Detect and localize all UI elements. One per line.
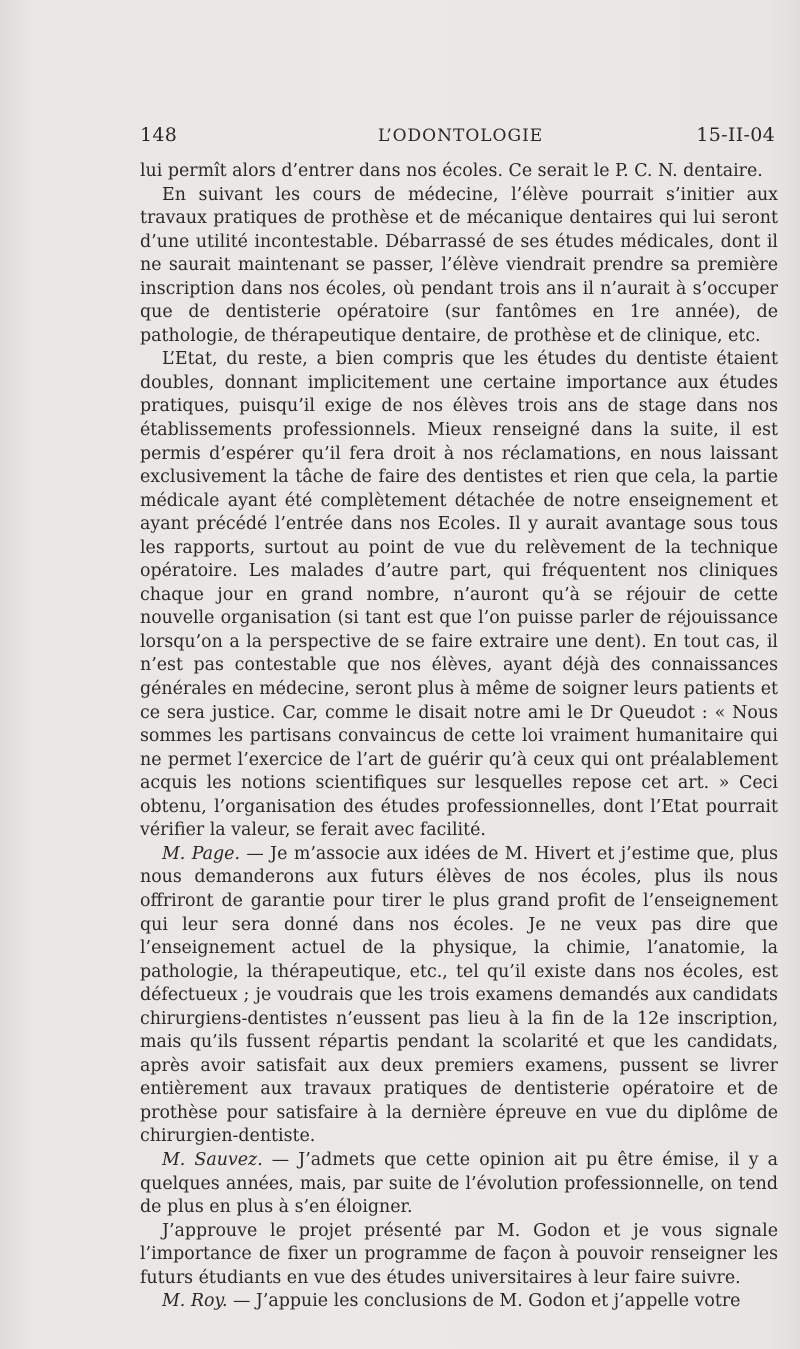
running-title: L’ODONTOLOGIE (378, 126, 544, 146)
paragraph (140, 184, 778, 349)
paragraph (140, 1290, 778, 1314)
paragraph-speaker: M. Sauvez. (162, 1149, 263, 1170)
paragraph-text: lui permît alors d’entrer dans nos écoles. Ce serait le P. C. N. dentaire. (140, 161, 763, 181)
page-header (140, 124, 775, 152)
paragraph-text: — J’appuie les conclusions de M. Godon et j’appelle votre (227, 1291, 741, 1312)
paragraph-speaker: M. Page. (162, 843, 240, 864)
paragraph (140, 1149, 778, 1220)
paragraph-text: J’approuve le projet présenté par M. Godon et je vous signale l’importance de fixer un programme de façon à pouvoir renseigner les futurs étudiants en vue des études universitaires à leur faire suivre. (140, 1220, 778, 1288)
paragraph (140, 348, 778, 842)
paragraph (140, 160, 778, 184)
paragraph-text: En suivant les cours de médecine, l’élève pourrait s’initier aux travaux pratiques de prothèse et de mécanique dentaires qui lui seront d’une utilité incontestable. Débarrassé de ses études médicales, dont il ne saurait maintenant se passer, l’élève viendrait prendre sa première inscription dans nos écoles, où pendant trois ans il n’aurait à s’occuper que de dentisterie opératoire (sur fantômes en 1re année), de pathologie, de thérapeutique dentaire, de prothèse et de clinique, etc. (140, 184, 778, 346)
paragraph-text: L’Etat, du reste, a bien compris que les études du dentiste étaient doubles, donnant implicitement une certaine importance aux études pratiques, puisqu’il exige de nos élèves trois ans de stage dans nos établissements professionnels. Mieux renseigné dans la suite, il est permis d’espérer qu’il fera droit à nos réclamations, en nous laissant exclusivement la tâche de faire des dentistes et rien que cela, la partie médicale ayant été complètement détachée de notre enseignement et ayant précédé l’entrée dans nos Ecoles. Il y aurait avantage sous tous les rapports, surtout au point de vue du relèvement de la technique opératoire. Les malades d’autre part, qui fréquentent nos cliniques chaque jour en grand nombre, n’auront qu’à se réjouir de cette nouvelle organisation (si tant est que l’on puisse parler de réjouissance lorsqu’on a la perspective de se faire extraire une dent). En tout cas, il n’est pas contestable que nos élèves, ayant déjà des connaissances générales en médecine, seront plus à même de soigner leurs patients et ce sera justice. Car, comme le disait notre ami le Dr Queudot : « Nous sommes les partisans convaincus de cette loi vraiment humanitaire qui ne permet l’exercice de l’art de guérir qu’à ceux qui ont préalablement acquis les notions scientifiques sur lesquelles repose cet art. » Ceci obtenu, l’organisation des études professionnelles, dont l’Etat pourrait vérifier la valeur, se ferait avec facilité. (140, 349, 778, 841)
paragraph (140, 843, 778, 1149)
paragraph-text: — J’admets que cette opinion ait pu être émise, il y a quelques années, mais, par suite de l’évolution professionnelle, on tend de plus en plus à s’en éloigner. (140, 1149, 778, 1218)
issue-date: 15-II-04 (696, 124, 775, 146)
body-text (140, 160, 778, 1314)
paragraph-text: — Je m’associe aux idées de M. Hivert et j’estime que, plus nous demanderons aux futurs élèves de nos écoles, plus ils nous offriront de garantie pour tirer le plus grand profit de l’enseignement qui leur sera donné dans nos écoles. Je ne veux pas dire que l’enseignement actuel de la physique, la chimie, l’anatomie, la pathologie, la thérapeutique, etc., tel qu’il existe dans nos écoles, est défectueux ; je voudrais que les trois examens demandés aux candidats chirurgiens-dentistes n’eussent pas lieu à la fin de la 12e inscription, mais qu’ils fussent répartis pendant la scolarité et que les candidats, après avoir satisfait aux deux premiers examens, pussent se livrer entièrement aux travaux pratiques de dentisterie opératoire et de prothèse pour satisfaire à la dernière épreuve en vue du diplôme de chirurgien-dentiste. (140, 843, 778, 1147)
paragraph (140, 1220, 778, 1291)
paragraph-speaker: M. Roy. (162, 1291, 228, 1312)
page-number: 148 (140, 124, 178, 146)
